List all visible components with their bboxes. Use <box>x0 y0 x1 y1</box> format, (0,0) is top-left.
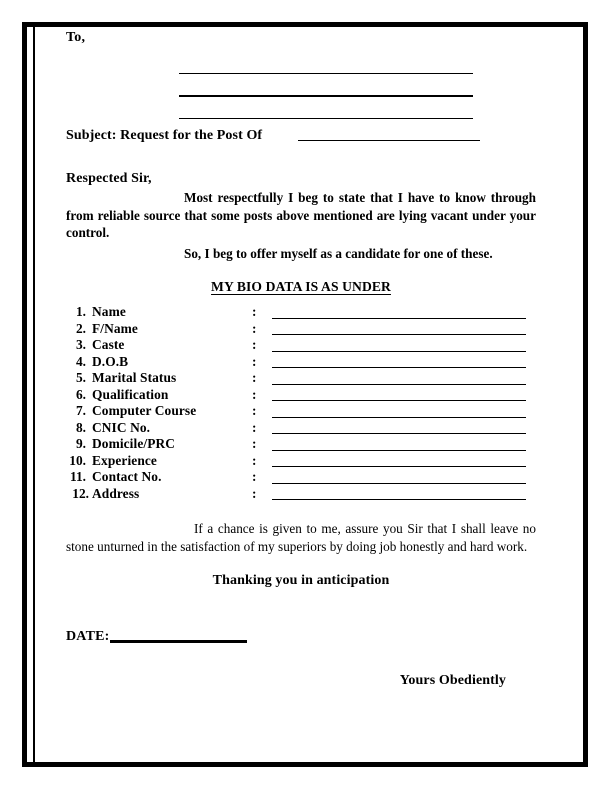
biodata-row <box>44 354 560 371</box>
biodata-row-colon: : <box>252 436 257 452</box>
biodata-row-number: 7. <box>75 403 86 419</box>
biodata-row-blank-field[interactable] <box>272 322 526 335</box>
biodata-row <box>44 370 560 387</box>
biodata-row-label: Qualification <box>92 386 169 402</box>
signature-row <box>66 671 536 689</box>
biodata-row-number: 5. <box>75 370 86 386</box>
biodata-row-blank-field[interactable] <box>272 421 526 434</box>
biodata-row-colon: : <box>252 386 257 402</box>
page-border-inner-rule <box>33 27 35 762</box>
biodata-row-number: 12. <box>72 485 89 501</box>
body-paragraph-1: Most respectfully I beg to state that I have to know through from reliable source that some posts above mentioned are lying vacant under your control. <box>66 190 536 240</box>
biodata-row <box>44 403 560 420</box>
biodata-row-blank-field[interactable] <box>272 355 526 368</box>
thanking-line: Thanking you in anticipation <box>212 573 390 588</box>
biodata-row-blank-field[interactable] <box>272 471 526 484</box>
date-blank-field[interactable] <box>110 640 247 643</box>
subject-row <box>66 128 560 144</box>
biodata-row-label: Address <box>92 485 140 501</box>
biodata-row-blank-field[interactable] <box>272 438 526 451</box>
biodata-row-number: 1. <box>75 304 86 320</box>
biodata-heading-text: MY BIO DATA IS AS UNDER <box>211 279 391 294</box>
biodata-row-colon: : <box>252 353 257 369</box>
biodata-row-blank-field[interactable] <box>272 306 526 319</box>
signature-label: Yours Obediently <box>399 673 506 688</box>
biodata-row-number: 10. <box>69 452 86 468</box>
body-paragraph-2: So, I beg to offer myself as a candidate for one of these. <box>184 245 493 261</box>
biodata-row <box>44 486 560 503</box>
biodata-row-label: F/Name <box>92 320 138 336</box>
biodata-row-blank-field[interactable] <box>272 405 526 418</box>
biodata-row-colon: : <box>252 304 257 320</box>
biodata-row-colon: : <box>252 337 257 353</box>
biodata-row-label: Computer Course <box>92 403 197 419</box>
biodata-row-colon: : <box>252 320 257 336</box>
letter-body <box>44 30 560 756</box>
recipient-address-line-1[interactable] <box>179 52 473 74</box>
biodata-row <box>44 304 560 321</box>
biodata-row-colon: : <box>252 419 257 435</box>
biodata-row-label: Domicile/PRC <box>92 436 176 452</box>
subject-label: Subject: Request for the Post Of <box>66 128 263 143</box>
biodata-row-blank-field[interactable] <box>272 372 526 385</box>
biodata-row-label: Marital Status <box>92 370 177 386</box>
biodata-row-blank-field[interactable] <box>272 339 526 352</box>
date-row <box>66 629 560 645</box>
biodata-row-colon: : <box>252 403 257 419</box>
biodata-list <box>44 304 560 502</box>
biodata-row <box>44 436 560 453</box>
to-label: To, <box>66 30 86 45</box>
date-label: DATE: <box>66 629 110 644</box>
subject-blank-field[interactable] <box>298 140 480 141</box>
biodata-row-colon: : <box>252 370 257 386</box>
biodata-row <box>44 321 560 338</box>
biodata-row <box>44 420 560 437</box>
biodata-row <box>44 469 560 486</box>
biodata-row-number: 6. <box>75 386 86 402</box>
closing-paragraph: If a chance is given to me, assure you Sir that I shall leave no stone unturned in the satisfaction of my superiors by doing job honestly and hard work. <box>66 521 536 554</box>
biodata-row <box>44 337 560 354</box>
salutation: Respected Sir, <box>66 171 152 186</box>
biodata-row-blank-field[interactable] <box>272 388 526 401</box>
biodata-row-colon: : <box>252 485 257 501</box>
biodata-row-label: Caste <box>92 337 125 353</box>
biodata-row-label: Name <box>92 304 126 320</box>
recipient-address-line-3[interactable] <box>179 97 473 119</box>
biodata-row-number: 8. <box>75 419 86 435</box>
biodata-row <box>44 453 560 470</box>
biodata-row-number: 4. <box>75 353 86 369</box>
biodata-row <box>44 387 560 404</box>
biodata-row-label: CNIC No. <box>92 419 151 435</box>
biodata-row-number: 11. <box>70 469 86 485</box>
biodata-row-colon: : <box>252 452 257 468</box>
recipient-address-lines <box>179 52 473 119</box>
biodata-heading <box>66 278 536 296</box>
biodata-row-label: D.O.B <box>92 353 129 369</box>
biodata-row-label: Contact No. <box>92 469 162 485</box>
biodata-row-number: 3. <box>75 337 86 353</box>
biodata-row-number: 2. <box>75 320 86 336</box>
biodata-row-colon: : <box>252 469 257 485</box>
biodata-row-blank-field[interactable] <box>272 454 526 467</box>
biodata-row-label: Experience <box>92 452 157 468</box>
recipient-address-line-2[interactable] <box>179 74 473 97</box>
biodata-row-number: 9. <box>75 436 86 452</box>
biodata-row-blank-field[interactable] <box>272 487 526 500</box>
